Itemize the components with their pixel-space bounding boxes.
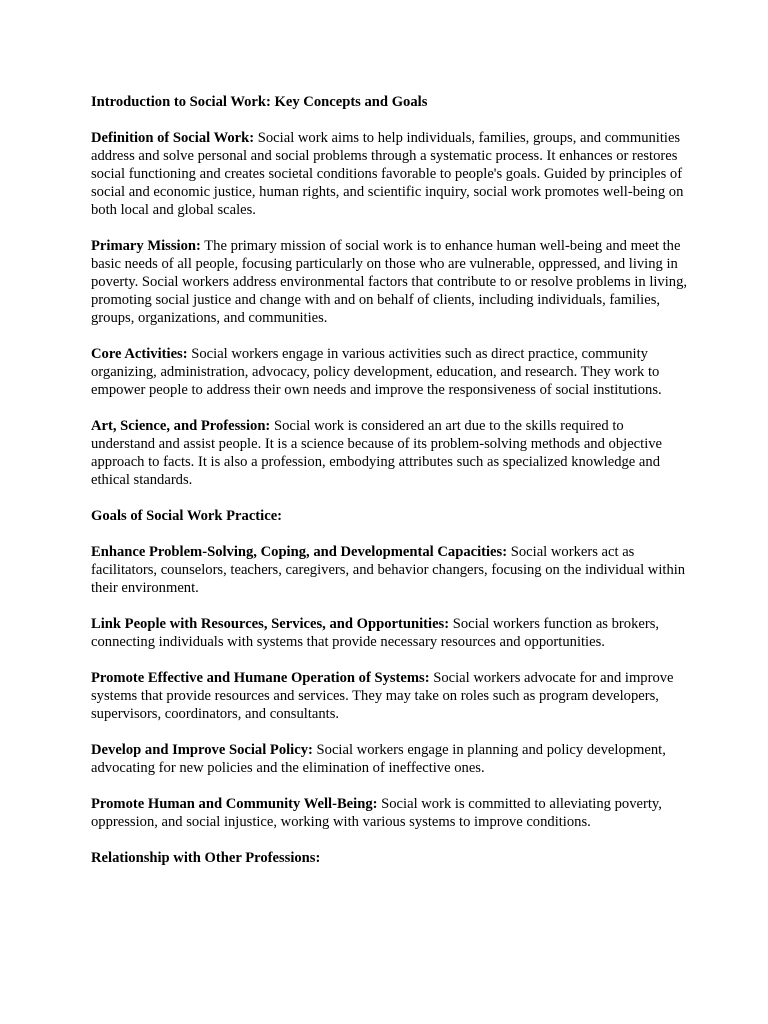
goal-term: Promote Human and Community Well-Being: xyxy=(91,796,378,812)
goal-item xyxy=(91,795,691,831)
section-art-science-profession xyxy=(91,417,691,489)
section-text: Social workers engage in various activities such as direct practice, community organizing, administration, advocacy, policy development, education, and research. They work to empower people to address their own needs and improve the responsiveness of social institutions. xyxy=(91,346,662,398)
goal-text: Social workers engage in planning and policy development, advocating for new policies and the elimination of ineffective ones. xyxy=(91,742,666,776)
section-term: Core Activities: xyxy=(91,346,188,362)
goals-heading: Goals of Social Work Practice: xyxy=(91,508,283,524)
goal-item xyxy=(91,669,691,723)
section-primary-mission xyxy=(91,237,691,327)
section-definition xyxy=(91,129,691,219)
goal-term: Develop and Improve Social Policy: xyxy=(91,742,313,758)
document-title: Introduction to Social Work: Key Concepts and Goals xyxy=(91,94,428,110)
section-text: Social work is considered an art due to the skills required to understand and assist people. It is a science because of its problem-solving methods and objective approach to facts. It is also a profession, embodying attributes such as specialized knowledge and ethical standards. xyxy=(91,418,663,488)
relationship-heading: Relationship with Other Professions: xyxy=(91,850,321,866)
section-text: The primary mission of social work is to enhance human well-being and meet the basic needs of all people, focusing particularly on those who are vulnerable, oppressed, and living in poverty. Social workers address environmental factors that contribute to or resolve problems in living, promoting social justice and change with and on behalf of clients, including individuals, families, groups, organizations, and communities. xyxy=(91,238,688,326)
goal-text: Social work is committed to alleviating poverty, oppression, and social injustice, working with various systems to improve conditions. xyxy=(91,796,662,830)
goal-term: Enhance Problem-Solving, Coping, and Developmental Capacities: xyxy=(91,544,508,560)
section-term: Definition of Social Work: xyxy=(91,130,255,146)
goal-item xyxy=(91,615,691,651)
section-term: Primary Mission: xyxy=(91,238,201,254)
goal-item xyxy=(91,543,691,597)
goal-term: Promote Effective and Humane Operation of Systems: xyxy=(91,670,430,686)
goal-text: Social workers function as brokers, connecting individuals with systems that provide necessary resources and opportunities. xyxy=(91,616,660,650)
section-core-activities xyxy=(91,345,691,399)
goal-text: Social workers advocate for and improve systems that provide resources and services. They may take on roles such as program developers, supervisors, coordinators, and consultants. xyxy=(91,670,674,722)
goal-term: Link People with Resources, Services, and Opportunities: xyxy=(91,616,450,632)
goal-item xyxy=(91,741,691,777)
goal-text: Social workers act as facilitators, counselors, teachers, caregivers, and behavior changers, focusing on the individual within their environment. xyxy=(91,544,686,596)
document-page xyxy=(91,93,691,885)
section-text: Social work aims to help individuals, families, groups, and communities address and solve personal and social problems through a systematic process. It enhances or restores social functioning and creates societal conditions favorable to people's goals. Guided by principles of social and economic justice, human rights, and scientific inquiry, social work promotes well-being on both local and global scales. xyxy=(91,130,684,218)
section-term: Art, Science, and Profession: xyxy=(91,418,271,434)
